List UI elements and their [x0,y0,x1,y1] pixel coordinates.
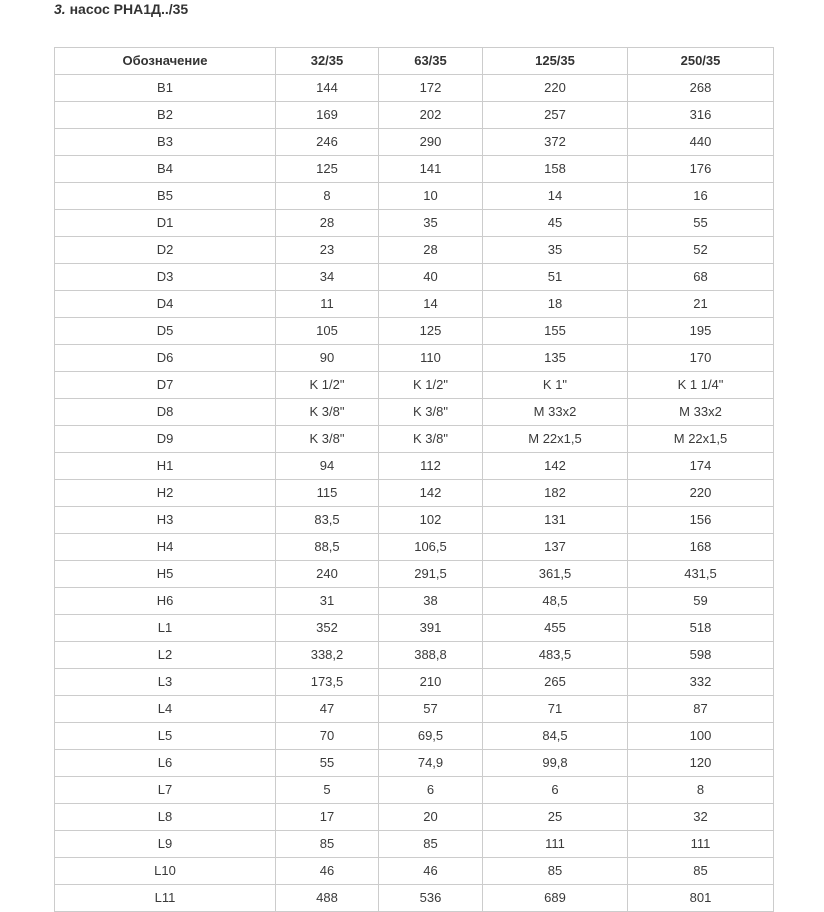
cell-32-35: 28 [276,210,379,237]
cell-125-35: M 22x1,5 [483,426,628,453]
table-row [55,858,774,885]
cell-32-35: 173,5 [276,669,379,696]
cell-125-35: 137 [483,534,628,561]
cell-designation: B1 [55,75,276,102]
cell-63-35: 110 [379,345,483,372]
cell-250-35: 120 [628,750,774,777]
cell-32-35: 105 [276,318,379,345]
table-body [55,75,774,912]
cell-32-35: K 1/2" [276,372,379,399]
cell-250-35: 170 [628,345,774,372]
table-row [55,804,774,831]
cell-designation: L10 [55,858,276,885]
table-row [55,750,774,777]
header-125-35: 125/35 [483,48,628,75]
cell-125-35: 372 [483,129,628,156]
table-row [55,156,774,183]
cell-designation: H2 [55,480,276,507]
cell-250-35: 268 [628,75,774,102]
cell-125-35: 48,5 [483,588,628,615]
cell-designation: L9 [55,831,276,858]
cell-125-35: 131 [483,507,628,534]
table-row [55,183,774,210]
cell-63-35: 142 [379,480,483,507]
table-row [55,75,774,102]
cell-32-35: 338,2 [276,642,379,669]
table-row [55,426,774,453]
cell-designation: L4 [55,696,276,723]
table-row [55,642,774,669]
table-row [55,453,774,480]
cell-250-35: 801 [628,885,774,912]
cell-designation: B3 [55,129,276,156]
cell-250-35: K 1 1/4" [628,372,774,399]
cell-designation: B4 [55,156,276,183]
section-heading [54,0,188,18]
cell-designation: B5 [55,183,276,210]
cell-125-35: 6 [483,777,628,804]
section-number: 3. [54,1,66,17]
cell-250-35: 55 [628,210,774,237]
cell-32-35: 55 [276,750,379,777]
table-row [55,129,774,156]
cell-250-35: 59 [628,588,774,615]
cell-63-35: 391 [379,615,483,642]
cell-32-35: 352 [276,615,379,642]
cell-designation: H3 [55,507,276,534]
dimensions-table [54,47,774,912]
cell-250-35: 518 [628,615,774,642]
cell-32-35: 88,5 [276,534,379,561]
cell-63-35: 210 [379,669,483,696]
cell-250-35: 598 [628,642,774,669]
cell-32-35: 246 [276,129,379,156]
cell-32-35: 23 [276,237,379,264]
cell-250-35: 8 [628,777,774,804]
cell-250-35: M 22x1,5 [628,426,774,453]
cell-125-35: 25 [483,804,628,831]
cell-63-35: 141 [379,156,483,183]
cell-125-35: 135 [483,345,628,372]
cell-250-35: 156 [628,507,774,534]
table-row [55,885,774,912]
cell-designation: L6 [55,750,276,777]
cell-32-35: K 3/8" [276,426,379,453]
table-row [55,669,774,696]
header-32-35: 32/35 [276,48,379,75]
table-row [55,345,774,372]
header-63-35: 63/35 [379,48,483,75]
cell-63-35: 69,5 [379,723,483,750]
cell-63-35: 10 [379,183,483,210]
table-row [55,291,774,318]
cell-125-35: 35 [483,237,628,264]
cell-32-35: 31 [276,588,379,615]
cell-designation: L8 [55,804,276,831]
cell-32-35: 8 [276,183,379,210]
cell-63-35: 14 [379,291,483,318]
table-row [55,831,774,858]
cell-63-35: 290 [379,129,483,156]
cell-125-35: 14 [483,183,628,210]
cell-125-35: 84,5 [483,723,628,750]
table-row [55,561,774,588]
cell-125-35: 18 [483,291,628,318]
cell-32-35: 240 [276,561,379,588]
cell-250-35: 85 [628,858,774,885]
cell-designation: D7 [55,372,276,399]
cell-63-35: K 3/8" [379,426,483,453]
cell-250-35: 87 [628,696,774,723]
cell-32-35: 46 [276,858,379,885]
cell-250-35: 111 [628,831,774,858]
cell-250-35: 195 [628,318,774,345]
cell-63-35: 291,5 [379,561,483,588]
cell-63-35: 6 [379,777,483,804]
cell-63-35: 20 [379,804,483,831]
cell-designation: H4 [55,534,276,561]
table-row [55,210,774,237]
cell-250-35: 440 [628,129,774,156]
cell-250-35: M 33x2 [628,399,774,426]
cell-250-35: 176 [628,156,774,183]
cell-125-35: 155 [483,318,628,345]
cell-250-35: 332 [628,669,774,696]
table-row [55,507,774,534]
cell-250-35: 168 [628,534,774,561]
table-row [55,237,774,264]
cell-125-35: 455 [483,615,628,642]
cell-63-35: 125 [379,318,483,345]
cell-63-35: 106,5 [379,534,483,561]
cell-125-35: 142 [483,453,628,480]
cell-125-35: 99,8 [483,750,628,777]
cell-63-35: 38 [379,588,483,615]
cell-designation: D8 [55,399,276,426]
cell-designation: D6 [55,345,276,372]
cell-125-35: 85 [483,858,628,885]
cell-32-35: 85 [276,831,379,858]
cell-250-35: 220 [628,480,774,507]
cell-250-35: 316 [628,102,774,129]
cell-63-35: 172 [379,75,483,102]
cell-designation: D1 [55,210,276,237]
cell-32-35: 169 [276,102,379,129]
cell-250-35: 100 [628,723,774,750]
cell-32-35: 488 [276,885,379,912]
cell-32-35: 5 [276,777,379,804]
table-row [55,399,774,426]
cell-250-35: 68 [628,264,774,291]
cell-designation: L1 [55,615,276,642]
cell-designation: L2 [55,642,276,669]
cell-designation: D9 [55,426,276,453]
cell-32-35: 125 [276,156,379,183]
cell-designation: D5 [55,318,276,345]
cell-32-35: 144 [276,75,379,102]
table-row [55,777,774,804]
cell-125-35: 111 [483,831,628,858]
cell-designation: D4 [55,291,276,318]
cell-63-35: 202 [379,102,483,129]
cell-designation: H5 [55,561,276,588]
cell-125-35: 361,5 [483,561,628,588]
cell-63-35: K 1/2" [379,372,483,399]
table-row [55,534,774,561]
cell-125-35: 265 [483,669,628,696]
table-row [55,102,774,129]
cell-63-35: 35 [379,210,483,237]
cell-63-35: 57 [379,696,483,723]
cell-125-35: 257 [483,102,628,129]
section-title: насос РНА1Д../35 [65,1,189,17]
table-row [55,723,774,750]
cell-125-35: 158 [483,156,628,183]
table-row [55,480,774,507]
cell-32-35: K 3/8" [276,399,379,426]
cell-designation: H6 [55,588,276,615]
cell-125-35: 182 [483,480,628,507]
cell-250-35: 21 [628,291,774,318]
cell-designation: L3 [55,669,276,696]
cell-125-35: 689 [483,885,628,912]
cell-250-35: 174 [628,453,774,480]
cell-125-35: 220 [483,75,628,102]
cell-designation: B2 [55,102,276,129]
cell-125-35: 71 [483,696,628,723]
cell-125-35: 483,5 [483,642,628,669]
cell-63-35: 102 [379,507,483,534]
cell-designation: H1 [55,453,276,480]
cell-63-35: 28 [379,237,483,264]
cell-designation: L11 [55,885,276,912]
header-designation: Обозначение [55,48,276,75]
cell-32-35: 47 [276,696,379,723]
cell-250-35: 431,5 [628,561,774,588]
cell-63-35: 85 [379,831,483,858]
cell-125-35: 51 [483,264,628,291]
table-row [55,318,774,345]
cell-designation: D2 [55,237,276,264]
cell-250-35: 52 [628,237,774,264]
cell-32-35: 90 [276,345,379,372]
cell-32-35: 83,5 [276,507,379,534]
cell-designation: D3 [55,264,276,291]
cell-32-35: 94 [276,453,379,480]
header-250-35: 250/35 [628,48,774,75]
cell-63-35: 388,8 [379,642,483,669]
table-row [55,372,774,399]
cell-32-35: 11 [276,291,379,318]
cell-63-35: 536 [379,885,483,912]
table-header-row [55,48,774,75]
cell-63-35: 112 [379,453,483,480]
cell-32-35: 17 [276,804,379,831]
cell-125-35: K 1" [483,372,628,399]
table-row [55,588,774,615]
cell-63-35: 46 [379,858,483,885]
cell-250-35: 16 [628,183,774,210]
table-row [55,696,774,723]
cell-250-35: 32 [628,804,774,831]
cell-125-35: M 33x2 [483,399,628,426]
cell-32-35: 115 [276,480,379,507]
cell-32-35: 34 [276,264,379,291]
cell-63-35: K 3/8" [379,399,483,426]
cell-63-35: 40 [379,264,483,291]
table-row [55,615,774,642]
cell-designation: L5 [55,723,276,750]
cell-designation: L7 [55,777,276,804]
cell-125-35: 45 [483,210,628,237]
cell-32-35: 70 [276,723,379,750]
cell-63-35: 74,9 [379,750,483,777]
table-row [55,264,774,291]
